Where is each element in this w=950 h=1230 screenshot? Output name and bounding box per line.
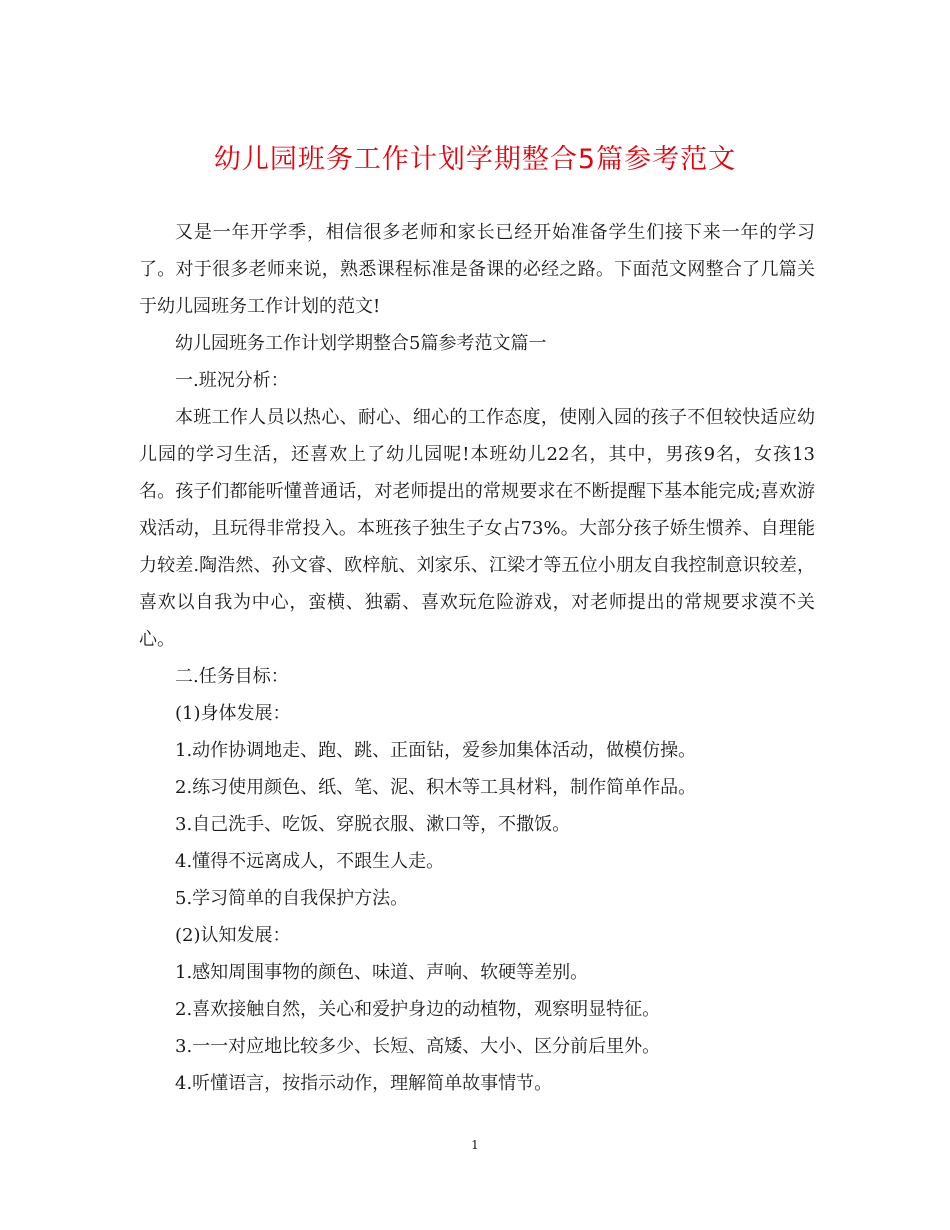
- paragraph-subheading-cognitive: (2)认知发展：: [175, 925, 291, 946]
- paragraph-heading-class-analysis: 一.班况分析：: [175, 370, 289, 391]
- list-item: 4.听懂语言，按指示动作，理解简单故事情节。: [175, 1073, 553, 1094]
- list-item: 5.学习简单的自我保护方法。: [175, 888, 409, 909]
- list-item: 2.练习使用颜色、纸、笔、泥、积木等工具材料，制作简单作品。: [175, 777, 697, 798]
- paragraph-subheading-physical: (1)身体发展：: [175, 703, 291, 724]
- document-title: 幼儿园班务工作计划学期整合5篇参考范文: [213, 144, 737, 175]
- paragraph-class-analysis: 本班工作人员以热心、耐心、细心的工作态度，使刚入园的孩子不但较快适应幼儿园的学习生活，还喜欢上了幼儿园呢!本班幼儿22名，其中，男孩9名，女孩13名。孩子们都能听懂普通话，对老师提出的常规要求在不断提醒下基本能完成;喜欢游戏活动，且玩得非常投入。本班孩子独生子女占73%。大部分孩子娇生惯养、自理能力较差.陶浩然、孙文睿、欧梓航、刘家乐、江梁才等五位小朋友自我控制意识较差，喜欢以自我为中心，蛮横、独霸、喜欢玩危险游戏，对老师提出的常规要求漠不关心。: [139, 407, 815, 650]
- paragraph-heading-goals: 二.任务目标：: [175, 666, 289, 687]
- list-item: 2.喜欢接触自然，关心和爱护身边的动植物，观察明显特征。: [175, 999, 661, 1020]
- list-item: 1.动作协调地走、跑、跳、正面钻，爱参加集体活动，做模仿操。: [175, 740, 697, 761]
- list-item: 4.懂得不远离成人，不跟生人走。: [175, 851, 445, 872]
- paragraph-section-heading: 幼儿园班务工作计划学期整合5篇参考范文篇一: [175, 333, 547, 354]
- list-item: 3.一一对应地比较多少、长短、高矮、大小、区分前后里外。: [175, 1036, 661, 1057]
- list-item: 3.自己洗手、吃饭、穿脱衣服、漱口等，不撒饭。: [175, 814, 571, 835]
- page-number: 1: [471, 1138, 479, 1152]
- list-item: 1.感知周围事物的颜色、味道、声响、软硬等差别。: [175, 962, 589, 983]
- document-body: [139, 214, 815, 1102]
- paragraph-intro: 又是一年开学季，相信很多老师和家长已经开始准备学生们接下来一年的学习了。对于很多老师来说，熟悉课程标准是备课的必经之路。下面范文网整合了几篇关于幼儿园班务工作计划的范文!: [139, 222, 815, 317]
